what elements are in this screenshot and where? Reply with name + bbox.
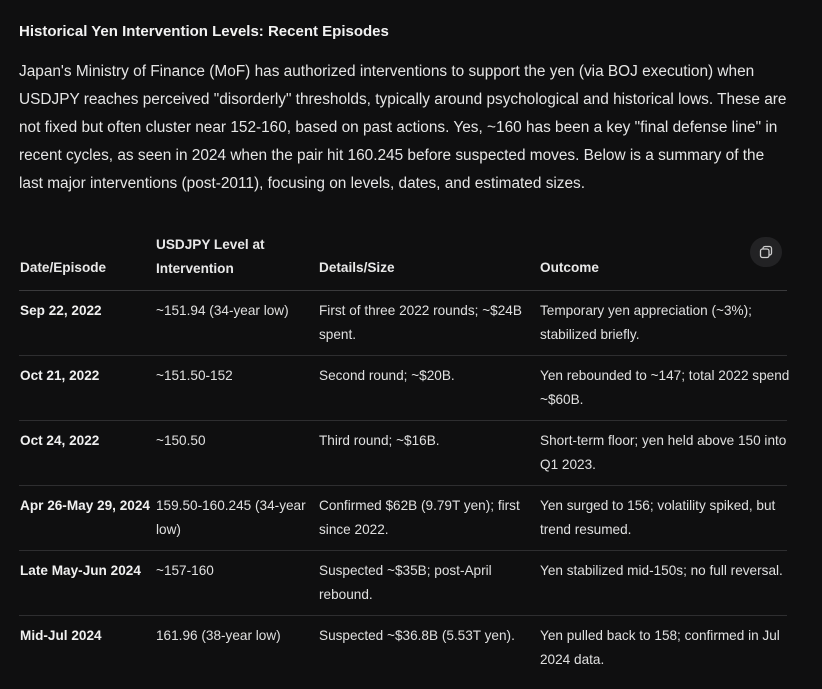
table-row (19, 551, 787, 616)
cell-outcome: Yen rebounded to ~147; total 2022 spend ~$60B. (540, 368, 790, 407)
cell-date: Oct 21, 2022 (20, 368, 100, 383)
cell-outcome: Yen surged to 156; volatility spiked, but trend resumed. (540, 498, 776, 537)
cell-outcome: Yen stabilized mid-150s; no full reversal. (540, 563, 783, 578)
cell-outcome: Temporary yen appreciation (~3%); stabilized briefly. (540, 303, 752, 342)
cell-level: 161.96 (38-year low) (156, 628, 281, 643)
column-header-details: Details/Size (319, 260, 395, 275)
table-row (19, 291, 787, 356)
table-row (19, 356, 790, 421)
column-header-outcome: Outcome (540, 260, 599, 275)
cell-details: Confirmed $62B (9.79T yen); first since 2022. (319, 498, 520, 537)
table-row (19, 421, 787, 486)
table-row (19, 616, 787, 680)
column-header-date: Date/Episode (20, 260, 107, 275)
section-heading: Historical Yen Intervention Levels: Recent Episodes (19, 23, 389, 40)
intro-paragraph: Japan's Ministry of Finance (MoF) has authorized interventions to support the yen (via BOJ execution) when USDJPY reaches perceived "disorderly" thresholds, typically around psychological and historical lows. These are not fixed but often cluster near 152-160, based on past actions. Yes, ~160 has been a key "final defense line" in recent cycles, as seen in 2024 when the pair hit 160.245 before suspected moves. Below is a summary of the last major interventions (post-2011), focusing on levels, dates, and estimated sizes. (19, 63, 787, 192)
cell-details: Second round; ~$20B. (319, 368, 455, 383)
cell-level: ~151.50-152 (156, 368, 233, 383)
cell-outcome: Short-term floor; yen held above 150 into Q1 2023. (540, 433, 787, 472)
cell-date: Oct 24, 2022 (20, 433, 100, 448)
cell-details: Third round; ~$16B. (319, 433, 440, 448)
cell-details: Suspected ~$35B; post-April rebound. (319, 563, 492, 602)
interventions-table (19, 228, 790, 680)
cell-date: Sep 22, 2022 (20, 303, 102, 318)
table-row (19, 486, 787, 551)
table-header-row (19, 228, 787, 291)
cell-level: 159.50-160.245 (34-year low) (156, 498, 306, 537)
cell-outcome: Yen pulled back to 158; confirmed in Jul 2024 data. (540, 628, 780, 667)
copy-icon (759, 245, 773, 259)
cell-level: ~151.94 (34-year low) (156, 303, 289, 318)
column-header-level: USDJPY Level at Intervention (156, 237, 265, 276)
cell-level: ~157-160 (156, 563, 214, 578)
cell-details: Suspected ~$36.8B (5.53T yen). (319, 628, 515, 643)
cell-level: ~150.50 (156, 433, 206, 448)
cell-date: Mid-Jul 2024 (20, 628, 102, 643)
cell-details: First of three 2022 rounds; ~$24B spent. (319, 303, 522, 342)
cell-date: Late May-Jun 2024 (20, 563, 141, 578)
cell-date: Apr 26-May 29, 2024 (20, 498, 150, 513)
copy-table-button[interactable] (750, 237, 782, 267)
